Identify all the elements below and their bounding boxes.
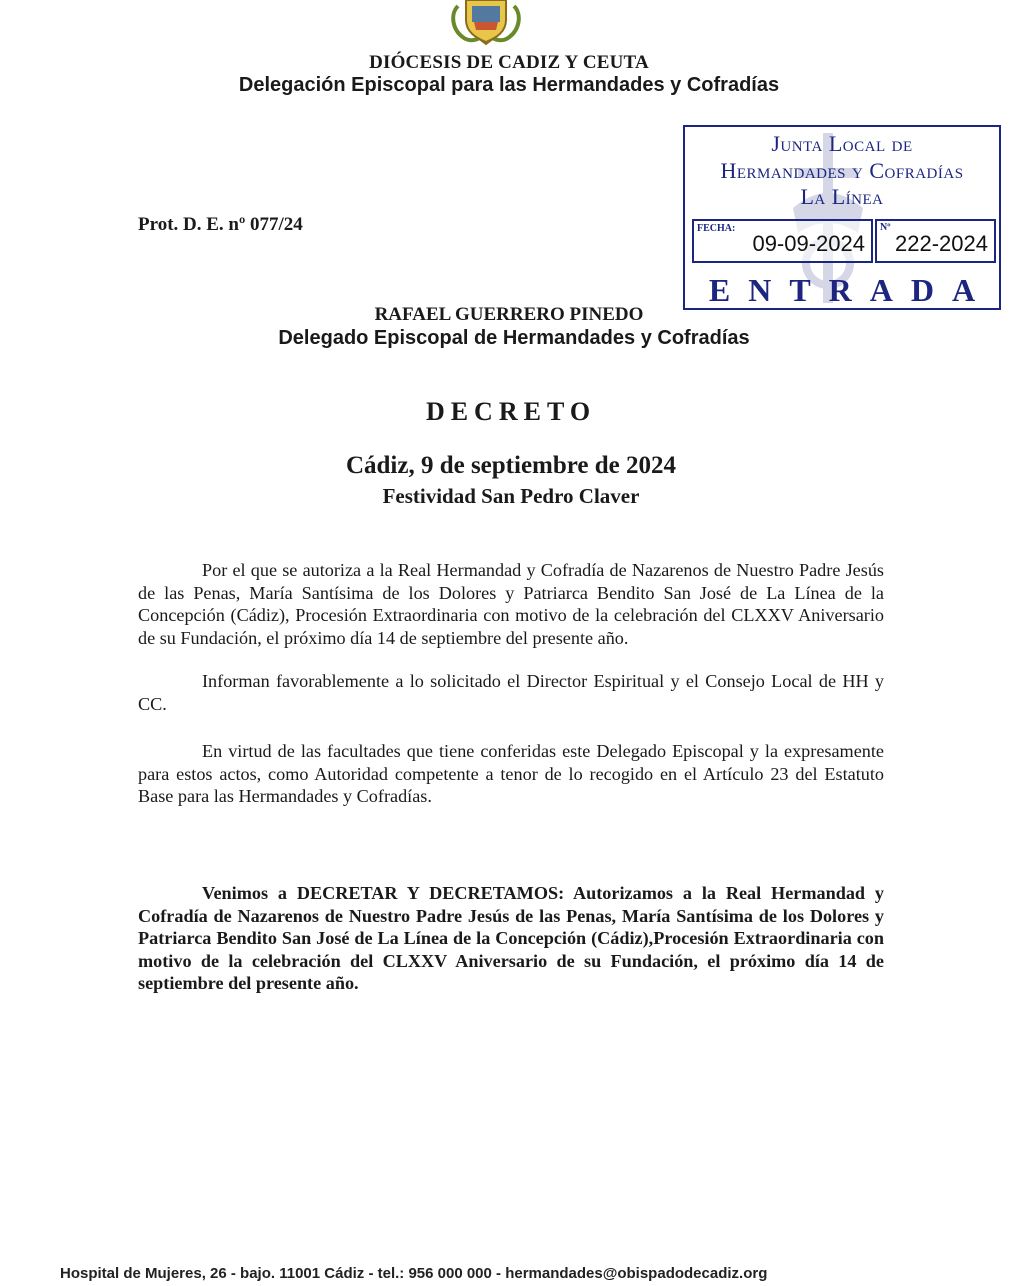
registry-stamp: [683, 125, 1001, 310]
footer-text: Hospital de Mujeres, 26 - bajo. 11001 Cádiz - tel.: 956 000 000 - hermandades@obispadodecadiz.org: [60, 1265, 768, 1282]
paragraph-authorization: Por el que se autoriza a la Real Hermandad y Cofradía de Nazarenos de Nuestro Padre Jesús de las Penas, María Santísima de los Dolores y Patriarca Bendito San José de La Línea de la Concepción (Cádiz), Procesión Extraordinaria con motivo de la celebración del CLXXV Aniversario de su Fundación, el próximo día 14 de septiembre del presente año.: [138, 560, 884, 648]
stamp-line-1: Junta Local de: [771, 131, 913, 156]
episcopal-coat-of-arms-icon: [444, 0, 528, 44]
stamp-number: 222-2024: [895, 231, 988, 256]
feast-day: Festividad San Pedro Claver: [382, 484, 640, 508]
footer-address: [60, 1262, 780, 1282]
paragraph-decree: Venimos a DECRETAR Y DECRETAMOS: Autorizamos a la Real Hermandad y Cofradía de Nazarenos de Nuestro Padre Jesús de las Penas, María Santísima de los Dolores y Patriarca Bendito San José de La Línea de la Concepción (Cádiz),Procesión Extraordinaria con motivo de la celebración del CLXXV Aniversario de su Fundación, el próximo día 14 de septiembre del presente año.: [138, 883, 884, 993]
stamp-line-3: La Línea: [800, 184, 884, 209]
place-date: Cádiz, 9 de septiembre de 2024: [345, 452, 677, 479]
stamp-line-2: Hermandades y Cofradías: [720, 158, 964, 183]
stamp-number-box: [875, 219, 996, 263]
delegation-heading: Delegación Episcopal para las Hermandades y Cofradías: [238, 74, 780, 96]
paragraph-faculties: En virtud de las facultades que tiene conferidas este Delegado Episcopal y la expresamente para estos actos, como Autoridad competente a tenor de lo recogido en el Artículo 23 del Estatuto Base para las Hermandades y Cofradías.: [138, 741, 884, 806]
stamp-date: 09-09-2024: [752, 231, 865, 256]
stamp-number-label: Nº: [880, 222, 891, 233]
document-title: DECRETO: [425, 397, 597, 426]
paragraph-favorable-report: Informan favorablemente a lo solicitado el Director Espiritual y el Consejo Local de HH y CC.: [138, 671, 884, 714]
stamp-date-label: FECHA:: [697, 223, 736, 234]
signer-name: RAFAEL GUERRERO PINEDO: [374, 304, 644, 325]
signer-role: Delegado Episcopal de Hermandades y Cofradías: [278, 327, 750, 349]
stamp-date-box: [692, 219, 873, 263]
protocol-number: Prot. D. E. nº 077/24: [138, 214, 303, 235]
diocese-heading: DIÓCESIS DE CADIZ Y CEUTA: [369, 52, 649, 73]
stamp-status: ENTRADA: [708, 272, 994, 308]
